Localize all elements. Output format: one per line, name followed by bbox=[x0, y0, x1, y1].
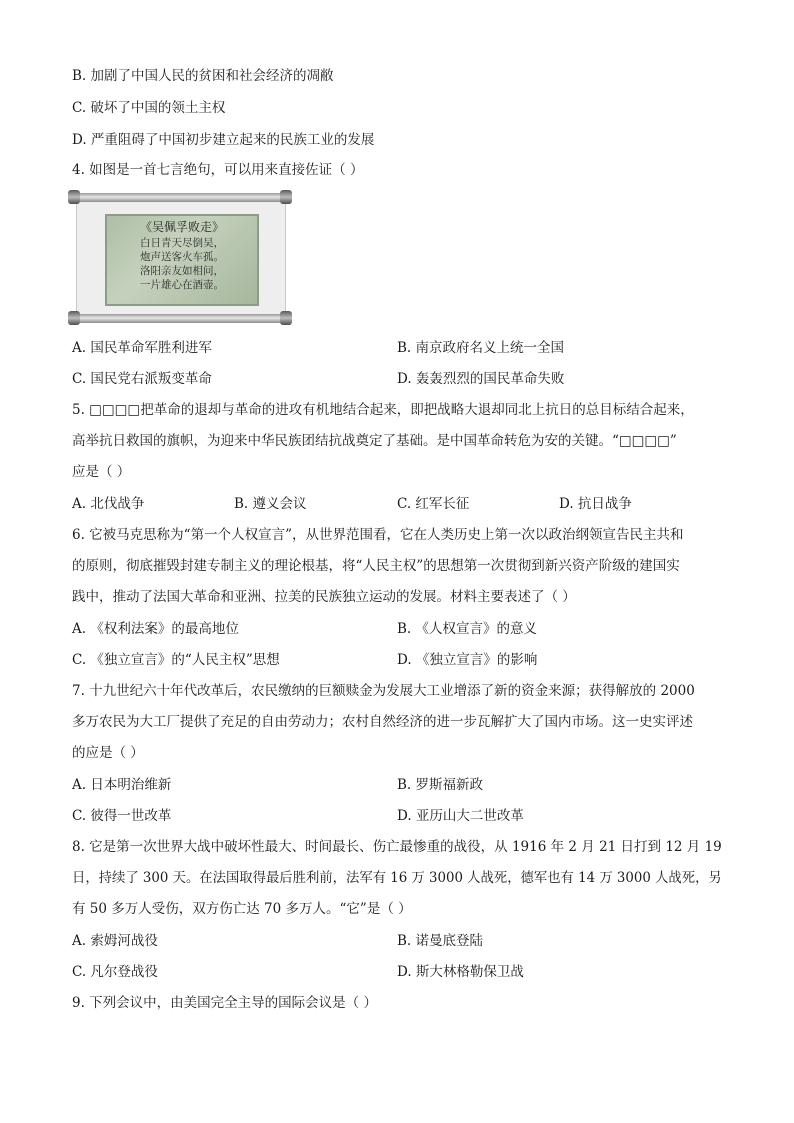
poem-line-3: 洛阳亲友如相问， bbox=[140, 265, 224, 277]
q4-option-b: B. 南京政府名义上统一全国 bbox=[397, 340, 565, 356]
q3-option-d: D. 严重阻碍了中国初步建立起来的民族工业的发展 bbox=[72, 132, 375, 148]
roller-knob-icon bbox=[280, 190, 292, 204]
q5-option-b: B. 遵义会议 bbox=[234, 496, 307, 512]
roller-knob-icon bbox=[68, 311, 80, 325]
q5-line-3: 应是（ ） bbox=[72, 464, 131, 480]
q3-option-b: B. 加剧了中国人民的贫困和社会经济的凋敝 bbox=[72, 68, 334, 84]
q6-line-1: 6. 它被马克思称为“第一个人权宣言”，从世界范围看，它在人类历史上第一次以政治纲领宣告民主共和 bbox=[72, 527, 684, 543]
q8-line-2: 日，持续了 300 天。在法国取得最后胜利前，法军有 16 万 3000 人战死，德军也有 14 万 3000 人战死，另 bbox=[72, 870, 722, 886]
q7-option-b: B. 罗斯福新政 bbox=[397, 777, 484, 793]
poem-line-2: 炮声送客火车孤。 bbox=[140, 251, 224, 263]
q8-option-a: A. 索姆河战役 bbox=[72, 933, 158, 949]
q6-option-d: D. 《独立宣言》的影响 bbox=[397, 652, 538, 668]
q6-option-b: B. 《人权宣言》的意义 bbox=[397, 621, 538, 637]
roller-knob-icon bbox=[68, 190, 80, 204]
q6-option-a: A. 《权利法案》的最高地位 bbox=[72, 621, 239, 637]
q4-option-c: C. 国民党右派叛变革命 bbox=[72, 371, 212, 387]
poem-scroll-image bbox=[72, 193, 288, 323]
q3-option-c: C. 破坏了中国的领土主权 bbox=[72, 100, 226, 116]
poem-title: 《吴佩孚败走》 bbox=[139, 220, 224, 234]
q4-option-a: A. 国民革命军胜利进军 bbox=[72, 340, 212, 356]
scroll-bottom-roller bbox=[72, 314, 288, 323]
q6-option-c: C. 《独立宣言》的“人民主权”思想 bbox=[72, 652, 280, 668]
q5-line-2: 高举抗日救国的旗帜，为迎来中华民族团结抗战奠定了基础。是中国革命转危为安的关键。“□□□□” bbox=[72, 433, 677, 449]
q7-option-a: A. 日本明治维新 bbox=[72, 777, 172, 793]
q4-stem: 4. 如图是一首七言绝句，可以用来直接佐证（ ） bbox=[72, 162, 364, 178]
q6-line-2: 的原则，彻底摧毁封建专制主义的理论根基，将“人民主权”的思想第一次贯彻到新兴资产阶级的建国实 bbox=[72, 558, 680, 574]
q8-line-1: 8. 它是第一次世界大战中破坏性最大、时间最长、伤亡最惨重的战役，从 1916 年 2 月 21 日打到 12 月 19 bbox=[72, 839, 722, 855]
q7-option-d: D. 亚历山大二世改革 bbox=[397, 808, 524, 824]
q7-option-c: C. 彼得一世改革 bbox=[72, 808, 172, 824]
q8-option-c: C. 凡尔登战役 bbox=[72, 964, 158, 980]
poem-line-1: 白日青天尽倒吴， bbox=[140, 237, 224, 249]
q5-option-c: C. 红军长征 bbox=[397, 496, 470, 512]
q5-option-a: A. 北伐战争 bbox=[72, 496, 145, 512]
q7-line-2: 多万农民为大工厂提供了充足的自由劳动力；农村自然经济的进一步瓦解扩大了国内市场。这一史实评述 bbox=[72, 714, 693, 730]
poem-line-4: 一片雄心在酒壶。 bbox=[140, 279, 224, 291]
q7-line-3: 的应是（ ） bbox=[72, 745, 144, 761]
scroll-top-roller bbox=[72, 193, 288, 202]
roller-knob-icon bbox=[280, 311, 292, 325]
q4-option-d: D. 轰轰烈烈的国民革命失败 bbox=[397, 371, 565, 387]
scroll-paper bbox=[76, 202, 286, 314]
q5-line-1: 5. □□□□把革命的退却与革命的进攻有机地结合起来，即把战略大退却同北上抗日的总目标结合起来， bbox=[72, 402, 694, 418]
q9-stem: 9. 下列会议中，由美国完全主导的国际会议是（ ） bbox=[72, 995, 377, 1011]
q6-line-3: 践中，推动了法国大革命和亚洲、拉美的民族独立运动的发展。材料主要表述了（ ） bbox=[72, 589, 576, 605]
q8-option-b: B. 诺曼底登陆 bbox=[397, 933, 484, 949]
q8-option-d: D. 斯大林格勒保卫战 bbox=[397, 964, 524, 980]
q8-line-3: 有 50 多万人受伤，双方伤亡达 70 多万人。“它”是（ ） bbox=[72, 901, 412, 917]
q5-option-d: D. 抗日战争 bbox=[559, 496, 632, 512]
q7-line-1: 7. 十九世纪六十年代改革后，农民缴纳的巨额赎金为发展大工业增添了新的资金来源；获得解放的 2000 bbox=[72, 683, 695, 699]
poem-panel bbox=[105, 214, 259, 306]
